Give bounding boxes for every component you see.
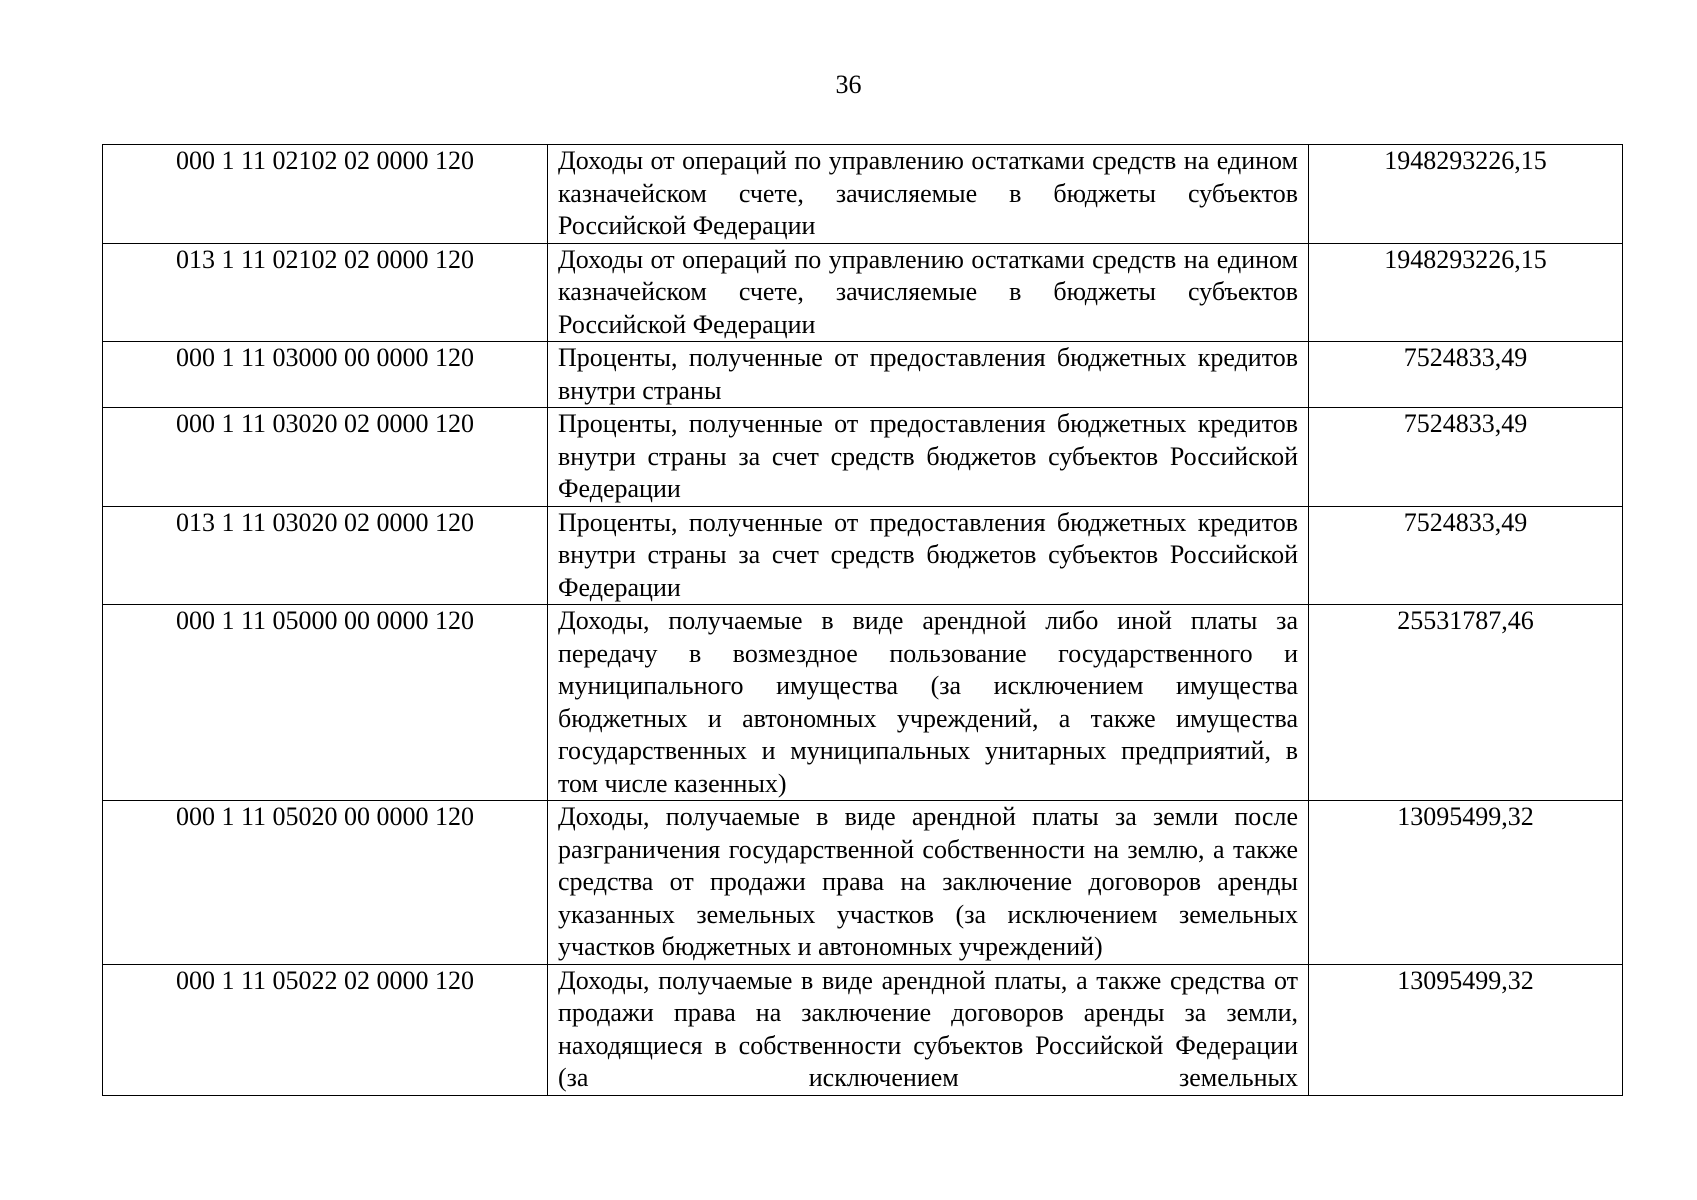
revenue-code-cell: 000 1 11 05020 00 0000 120 — [103, 801, 548, 965]
revenue-description-cell: Доходы, получаемые в виде арендной платы за земли после разграничения государственной собственности на землю, а также средства от продажи права на заключение договоров аренды указанных земельных участков (за исключением земельных участков бюджетных и автономных учреждений) — [548, 801, 1309, 965]
revenue-description-cell: Проценты, полученные от предоставления бюджетных кредитов внутри страны — [548, 342, 1309, 408]
revenue-code-cell: 000 1 11 03020 02 0000 120 — [103, 408, 548, 507]
revenue-description-cell: Проценты, полученные от предоставления бюджетных кредитов внутри страны за счет средств бюджетов субъектов Российской Федерации — [548, 506, 1309, 605]
revenue-amount-cell: 7524833,49 — [1309, 506, 1623, 605]
revenue-description-cell: Проценты, полученные от предоставления бюджетных кредитов внутри страны за счет средств бюджетов субъектов Российской Федерации — [548, 408, 1309, 507]
revenue-description-cell: Доходы от операций по управлению остатками средств на едином казначейском счете, зачисляемые в бюджеты субъектов Российской Федерации — [548, 243, 1309, 342]
table-row — [103, 801, 1623, 965]
revenue-code-cell: 013 1 11 02102 02 0000 120 — [103, 243, 548, 342]
revenue-code-cell: 000 1 11 05022 02 0000 120 — [103, 964, 548, 1095]
page-number: 36 — [835, 70, 862, 99]
revenue-amount-cell: 1948293226,15 — [1309, 145, 1623, 244]
revenue-amount-cell: 1948293226,15 — [1309, 243, 1623, 342]
revenue-description-text: Доходы, получаемые в виде арендной платы, а также средства от продажи права на заключение договоров аренды за земли, находящиеся в собственности субъектов Российской Федерации (за исключением земельных — [558, 965, 1298, 1092]
revenue-code-cell: 000 1 11 03000 00 0000 120 — [103, 342, 548, 408]
table-row — [103, 342, 1623, 408]
revenue-code-cell: 013 1 11 03020 02 0000 120 — [103, 506, 548, 605]
table-row — [103, 964, 1623, 1095]
budget-revenue-table — [102, 144, 1623, 1096]
revenue-amount-cell: 7524833,49 — [1309, 408, 1623, 507]
revenue-description-cell: Доходы от операций по управлению остатками средств на едином казначейском счете, зачисляемые в бюджеты субъектов Российской Федерации — [548, 145, 1309, 244]
table-row — [103, 506, 1623, 605]
table-row — [103, 408, 1623, 507]
revenue-code-cell: 000 1 11 02102 02 0000 120 — [103, 145, 548, 244]
revenue-code-cell: 000 1 11 05000 00 0000 120 — [103, 605, 548, 801]
revenue-amount-cell: 13095499,32 — [1309, 964, 1623, 1095]
revenue-description-cell — [548, 964, 1309, 1095]
revenue-amount-cell: 25531787,46 — [1309, 605, 1623, 801]
revenue-amount-cell: 13095499,32 — [1309, 801, 1623, 965]
revenue-amount-cell: 7524833,49 — [1309, 342, 1623, 408]
table-row — [103, 145, 1623, 244]
table-row — [103, 243, 1623, 342]
table-row — [103, 605, 1623, 801]
revenue-description-cell: Доходы, получаемые в виде арендной либо иной платы за передачу в возмездное пользование государственного и муниципального имущества (за исключением имущества бюджетных и автономных учреждений, а также имущества государственных и муниципальных унитарных предприятий, в том числе казенных) — [548, 605, 1309, 801]
